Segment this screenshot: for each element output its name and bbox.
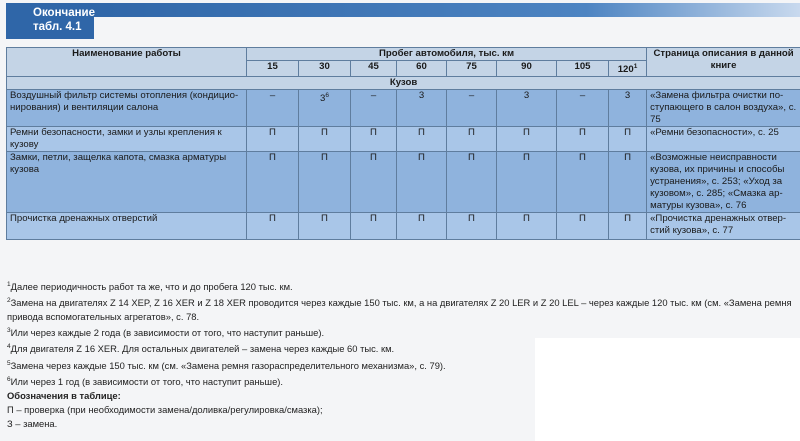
cell-value: П	[397, 127, 447, 152]
cell-value: П	[557, 213, 609, 240]
legend-z: З – замена.	[7, 417, 58, 429]
cell-value: П	[497, 152, 557, 213]
row-page-ref: «Ремни безопасности», с. 25	[647, 127, 800, 152]
table-continuation-tab	[6, 3, 94, 39]
cell-value: П	[497, 127, 557, 152]
legend-p: П – проверка (при необходимости замена/доливка/регулировка/смазка);	[7, 403, 323, 415]
cell-value: П	[609, 213, 647, 240]
cell-value: П	[299, 152, 351, 213]
row-page-ref: «Возможные неисправности кузова, их причины и способы устранения», с. 253; «Уход за кузовом», с. 285; «Смазка ар- матуры кузова», с. 76	[647, 152, 800, 213]
footnote-4: $^4$Для двигателя Z 16 XER. Для остальных двигателей – замена через каждые 60 тыс. км.	[7, 343, 395, 355]
cell-value: $3^6$	[299, 90, 351, 127]
row-page-ref: «Прочистка дренажных отвер- стий кузова», с. 77	[647, 213, 800, 240]
tab-line-1: Окончание	[33, 7, 96, 19]
cell-value: П	[247, 213, 299, 240]
col-header-name: Наименование работы	[7, 48, 247, 77]
cell-value: П	[447, 152, 497, 213]
cell-value: П	[557, 152, 609, 213]
tab-line-2: табл. 4.1	[33, 21, 82, 33]
cell-value: П	[247, 152, 299, 213]
table-row	[7, 90, 800, 127]
cell-value: П	[447, 213, 497, 240]
cell-value: П	[497, 213, 557, 240]
cell-value: П	[247, 127, 299, 152]
col-header-page: Страница описания в данной книге	[647, 48, 800, 77]
cell-value: П	[351, 213, 397, 240]
table-row	[7, 127, 800, 152]
mileage-45: 45	[351, 61, 397, 77]
cell-value: П	[351, 152, 397, 213]
row-name: Ремни безопасности, замки и узлы крепления к кузову	[7, 127, 247, 152]
mileage-90: 90	[497, 61, 557, 77]
cell-value: П	[609, 127, 647, 152]
row-name: Прочистка дренажных отверстий	[7, 213, 247, 240]
footnote-1: $^1$Далее периодичность работ та же, что и до пробега 120 тыс. км.	[7, 281, 293, 293]
mileage-120: $120^1$	[609, 61, 647, 77]
cell-value: П	[557, 127, 609, 152]
row-name: Воздушный фильтр системы отопления (кондицио- нирования) и вентиляции салона	[7, 90, 247, 127]
footnote-6: $^6$Или через 1 год (в зависимости от того, что наступит раньше).	[7, 375, 284, 387]
table-row	[7, 152, 800, 213]
mileage-30: 30	[299, 61, 351, 77]
header-bar	[88, 3, 800, 17]
cell-value: –	[247, 90, 299, 127]
table-row	[7, 213, 800, 240]
cell-value: П	[609, 152, 647, 213]
cell-value: 3	[497, 90, 557, 127]
footnote-5: $^5$Замена через каждые 150 тыс. км (см. «Замена ремня газораспределительного механизма», с. 79).	[7, 359, 446, 371]
cell-value: П	[397, 213, 447, 240]
cell-value: –	[351, 90, 397, 127]
cell-value: 3	[609, 90, 647, 127]
cell-value: П	[351, 127, 397, 152]
cell-value: П	[397, 152, 447, 213]
footnote-2: $^2$Замена на двигателях Z 14 XEP, Z 16 XER и Z 18 XER проводится через каждые 150 тыс. км, а на двигателях Z 20 LER и Z 20 LEL – через каждые 120 тыс. км (см. «Замена ремня привода вспомогательных агрегатов», с. 78.	[7, 297, 792, 323]
col-header-mileage: Пробег автомобиля, тыс. км	[247, 48, 647, 61]
cell-value: 3	[397, 90, 447, 127]
mileage-75: 75	[447, 61, 497, 77]
row-name: Замки, петли, защелка капота, смазка арматуры кузова	[7, 152, 247, 213]
cell-value: П	[447, 127, 497, 152]
maintenance-table	[6, 47, 800, 240]
cell-value: –	[447, 90, 497, 127]
cell-value: П	[299, 127, 351, 152]
mileage-15: 15	[247, 61, 299, 77]
section-title: Кузов	[7, 77, 800, 90]
footnote-3: $^3$Или через каждые 2 года (в зависимости от того, что наступит раньше).	[7, 327, 325, 339]
mileage-105: 105	[557, 61, 609, 77]
mileage-60: 60	[397, 61, 447, 77]
cell-value: –	[557, 90, 609, 127]
cell-value: П	[299, 213, 351, 240]
legend-title: Обозначения в таблице:	[7, 389, 121, 401]
blank-area	[535, 338, 800, 441]
row-page-ref: «Замена фильтра очистки по- ступающего в салон воздуха», с. 75	[647, 90, 800, 127]
